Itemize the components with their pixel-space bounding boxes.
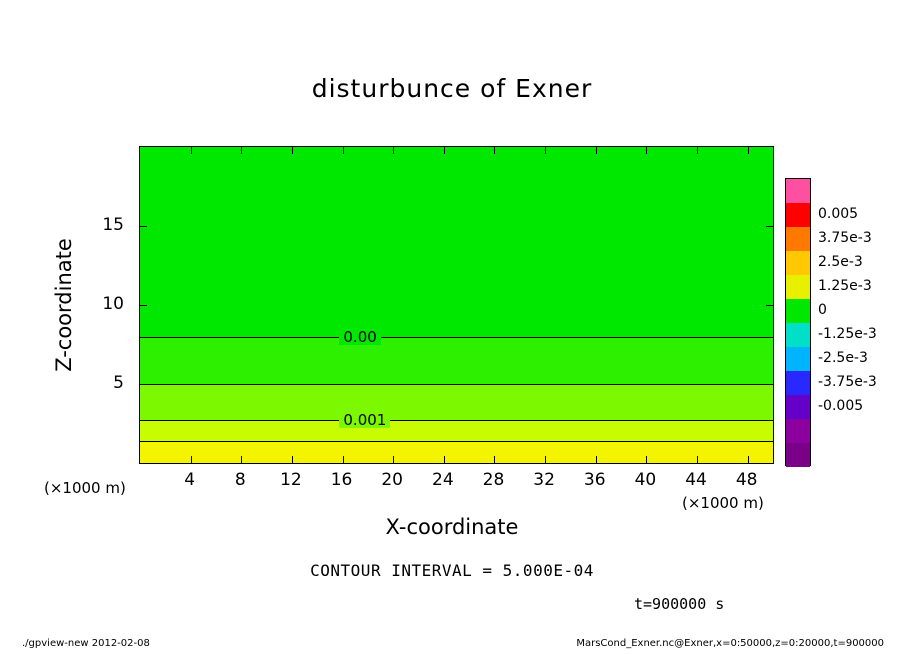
x-axis-tick [748,456,749,463]
contour-band [140,337,773,384]
x-axis-tick [292,456,293,463]
y-axis-tick-label: 15 [102,215,124,235]
plot-area [139,146,774,464]
x-axis-tick [596,456,597,463]
colorbar-cell [786,371,810,395]
colorbar-tick-label: 0.005 [818,206,859,222]
y-axis-tick-label: 5 [113,373,124,393]
colorbar-cell [786,203,810,227]
colorbar-cell [786,323,810,347]
colorbar-tick-label: -3.75e-3 [818,374,877,390]
x-axis-tick [646,147,647,154]
x-axis-tick [646,456,647,463]
colorbar-cell [786,347,810,371]
colorbar-tick-label: 3.75e-3 [818,230,872,246]
contour-line [140,337,773,338]
contour-band [140,420,773,441]
x-axis-tick [444,147,445,154]
chart-title: disturbunce of Exner [311,74,593,103]
y-axis-tick [766,226,773,227]
x-axis-tick-label: 8 [234,470,246,490]
contour-band [140,147,773,337]
x-axis-tick [393,147,394,154]
x-axis-tick [343,456,344,463]
y-axis-tick [140,384,147,385]
y-axis-tick [140,305,147,306]
x-axis-tick [241,456,242,463]
contour-band [140,384,773,420]
contour-line [140,441,773,442]
colorbar-cell [786,395,810,419]
colorbar-cell [786,227,810,251]
x-axis-tick-label: 28 [482,470,505,490]
x-axis-tick [191,147,192,154]
y-axis-title: Z-coordinate [52,238,76,372]
colorbar [785,178,811,466]
x-axis-unit: (×1000 m) [682,494,764,512]
y-axis-tick [140,226,147,227]
contour-line [140,384,773,385]
x-axis-tick-label: 32 [533,470,555,490]
x-axis-tick-label: 4 [184,470,196,490]
colorbar-cell [786,251,810,275]
colorbar-cell [786,443,810,467]
x-axis-tick [292,147,293,154]
y-axis-tick [766,384,773,385]
x-axis-tick [697,456,698,463]
x-axis-tick [545,147,546,154]
colorbar-cell [786,179,810,203]
colorbar-tick-label: 2.5e-3 [818,254,863,270]
x-axis-tick [748,147,749,154]
x-axis-tick [596,147,597,154]
x-axis-tick-label: 12 [280,470,302,490]
footer-left: ./gpview-new 2012-02-08 [22,638,150,649]
x-axis-tick-label: 36 [583,470,606,490]
x-axis-tick [241,147,242,154]
colorbar-tick-label: -0.005 [818,398,864,414]
x-axis-tick [393,456,394,463]
x-axis-tick-label: 24 [432,470,454,490]
colorbar-tick-label: -1.25e-3 [818,326,877,342]
contour-label: 0.001 [339,412,390,428]
time-label: t=900000 s [634,595,725,613]
contour-band [140,441,773,463]
x-axis-tick-label: 20 [381,470,404,490]
colorbar-cell [786,419,810,443]
x-axis-tick [191,456,192,463]
x-axis-tick-label: 44 [685,470,707,490]
x-axis-tick [697,147,698,154]
x-axis-tick-label: 48 [735,470,758,490]
x-axis-tick [343,147,344,154]
y-axis-unit: (×1000 m) [44,479,126,497]
y-axis-tick-label: 10 [102,294,124,314]
x-axis-tick [545,456,546,463]
colorbar-tick-label: 0 [818,302,827,318]
x-axis-tick-label: 16 [330,470,353,490]
x-axis-tick-label: 40 [634,470,657,490]
colorbar-tick-label: -2.5e-3 [818,350,868,366]
footer-right: MarsCond_Exner.nc@Exner,x=0:50000,z=0:20000,t=900000 [576,638,884,649]
colorbar-cell [786,275,810,299]
colorbar-tick-label: 1.25e-3 [818,278,872,294]
contour-interval-label: CONTOUR INTERVAL = 5.000E-04 [310,561,594,580]
contour-line [140,420,773,421]
colorbar-cell [786,299,810,323]
x-axis-tick [494,456,495,463]
contour-label: 0.00 [339,329,380,345]
y-axis-tick [766,305,773,306]
x-axis-tick [444,456,445,463]
x-axis-title: X-coordinate [385,515,519,539]
x-axis-tick [494,147,495,154]
